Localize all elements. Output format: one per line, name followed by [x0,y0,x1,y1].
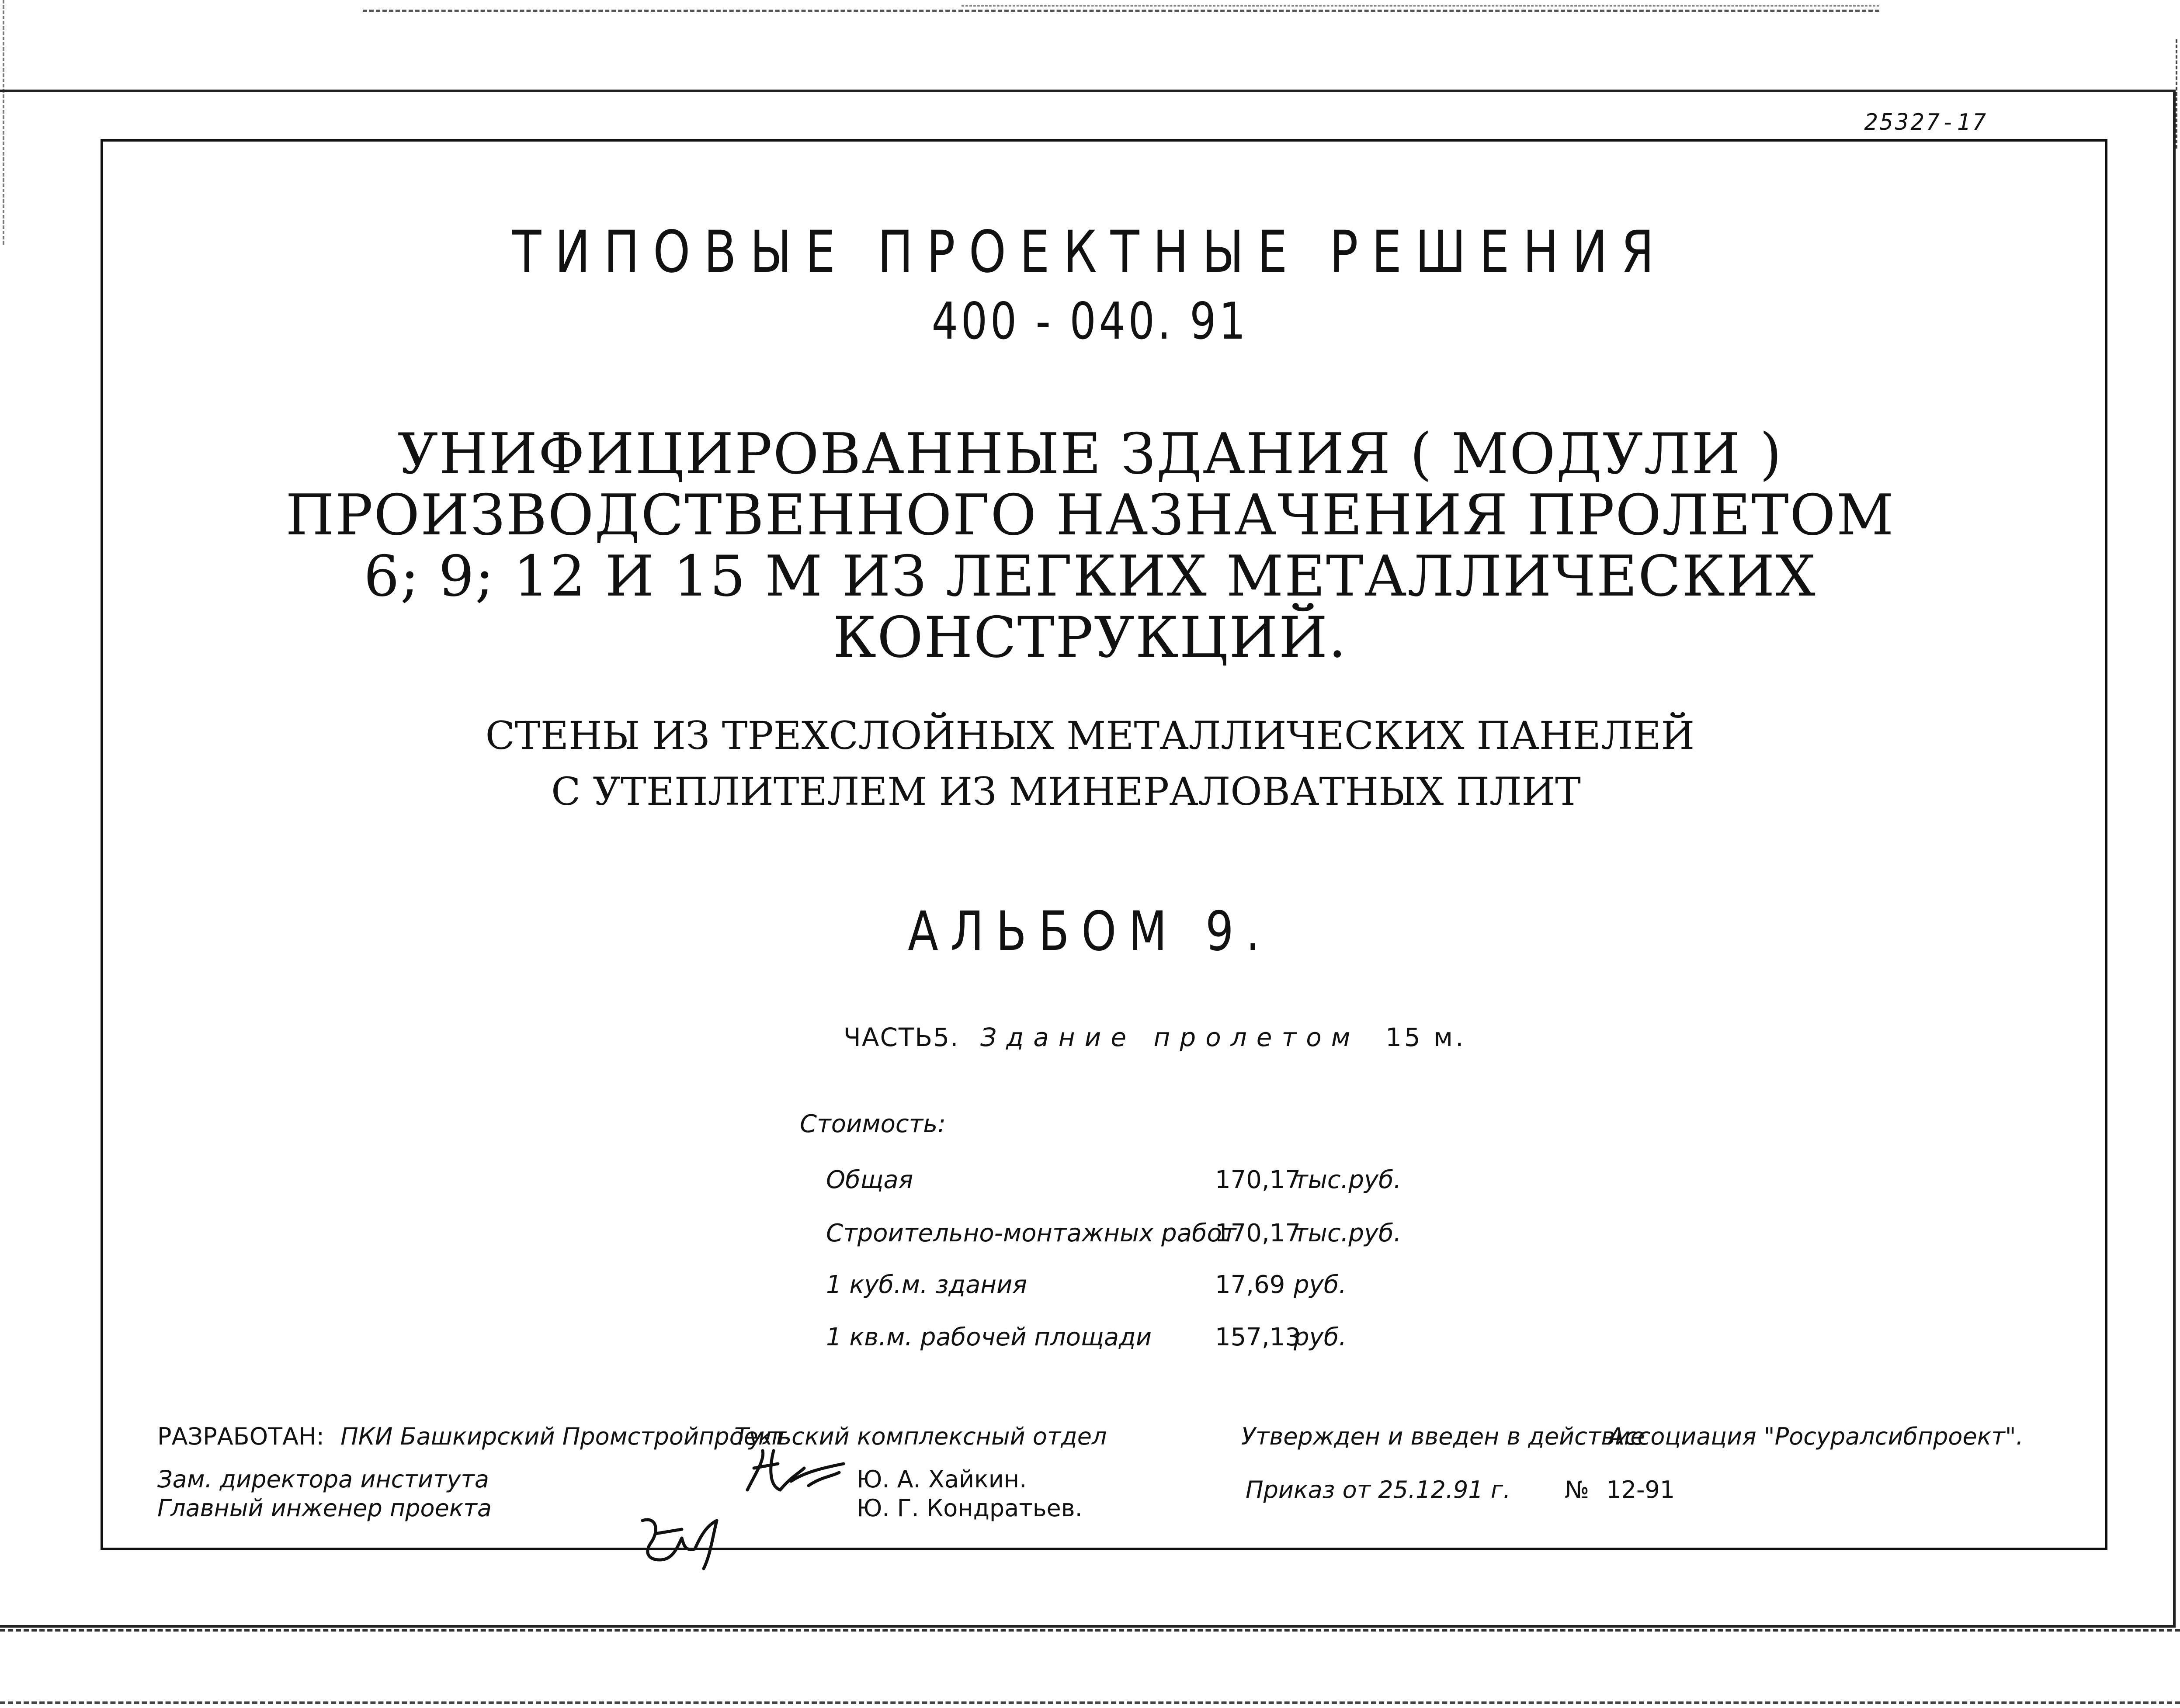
series-number: 400 - 040. 91 [931,292,1249,351]
subtitle [0,708,2180,820]
cost-heading: Стоимость: [800,1110,946,1138]
approved-text: Утвержден и введен в действие [1241,1423,1645,1450]
signature-kondratiev [629,1503,752,1573]
main-title-line: 6; 9; 12 И 15 М ИЗ ЛЕГКИХ МЕТАЛЛИЧЕСКИХ [364,544,1816,609]
scan-edge-line-bottom-lower [0,1701,2180,1704]
cost-value: 157,13 [1215,1323,1301,1351]
scan-edge-line-bottom [0,1629,2180,1632]
part-span: 15 м. [1385,1022,1466,1052]
part-label: ЧАСТЬ5. [844,1022,959,1052]
scan-edge-line-top-thin [962,5,1879,7]
main-title [0,424,2180,669]
role-chief-engineer: Главный инженер проекта [157,1494,492,1522]
order-number [1565,1476,1675,1504]
cost-unit: тыс.руб. [1294,1166,1402,1194]
subtitle-line: С УТЕПЛИТЕЛЕМ ИЗ МИНЕРАЛОВАТНЫХ ПЛИТ [551,769,1581,814]
main-title-line: УНИФИЦИРОВАННЫЕ ЗДАНИЯ ( МОДУЛИ ) [397,422,1783,487]
cost-label: Общая [826,1166,913,1194]
part-line [844,1022,1466,1052]
album-title: АЛЬБОМ 9. [908,900,1272,963]
cost-value: 17,69 [1215,1271,1285,1299]
cost-row [826,1166,1401,1194]
subtitle-line: СТЕНЫ ИЗ ТРЕХСЛОЙНЫХ МЕТАЛЛИЧЕСКИХ ПАНЕЛЕЙ [485,713,1695,758]
cost-label: 1 кв.м. рабочей площади [826,1323,1152,1351]
cost-unit: тыс.руб. [1294,1219,1402,1247]
role-deputy-director: Зам. директора института [157,1465,489,1493]
order-number-label: № [1565,1476,1590,1504]
cost-row [826,1219,1401,1247]
developed-by [157,1423,786,1450]
developed-label: РАЗРАБОТАН: [157,1423,324,1450]
order-line [1246,1476,1510,1504]
cost-unit: руб. [1294,1271,1347,1299]
cost-row [826,1271,1347,1299]
department: Тульский комплексный отдел [734,1423,1107,1450]
cost-value: 170,17 [1215,1219,1301,1247]
cost-unit: руб. [1294,1323,1347,1351]
scan-edge-line-top [363,10,1879,12]
series-title: ТИПОВЫЕ ПРОЕКТНЫЕ РЕШЕНИЯ [512,218,1668,286]
cost-label: 1 куб.м. здания [826,1271,1028,1299]
signature-khaikin [739,1442,852,1512]
name-khaikin: Ю. А. Хайкин. [857,1465,1027,1493]
reference-number: 25327-17 [1864,109,1988,135]
main-title-line: ПРОИЗВОДСТВЕННОГО НАЗНАЧЕНИЯ ПРОЛЕТОМ [285,483,1895,548]
sheet-outer-frame-right-edge [2176,39,2177,149]
main-title-line: КОНСТРУКЦИЙ. [833,605,1347,670]
name-kondratiev: Ю. Г. Кондратьев. [857,1494,1083,1522]
order-number-value: 12-91 [1606,1476,1675,1504]
order-text: Приказ от 25.12.91 г. [1246,1476,1511,1504]
cost-label: Строительно-монтажных работ [826,1219,1236,1247]
cost-value: 170,17 [1215,1166,1301,1194]
cost-row [826,1323,1347,1351]
part-text: Здание пролетом [980,1022,1360,1052]
developed-org: ПКИ Башкирский Промстройпроект [340,1423,786,1450]
approved-org: Ассоциация "Росуралсибпроект". [1608,1423,2024,1450]
